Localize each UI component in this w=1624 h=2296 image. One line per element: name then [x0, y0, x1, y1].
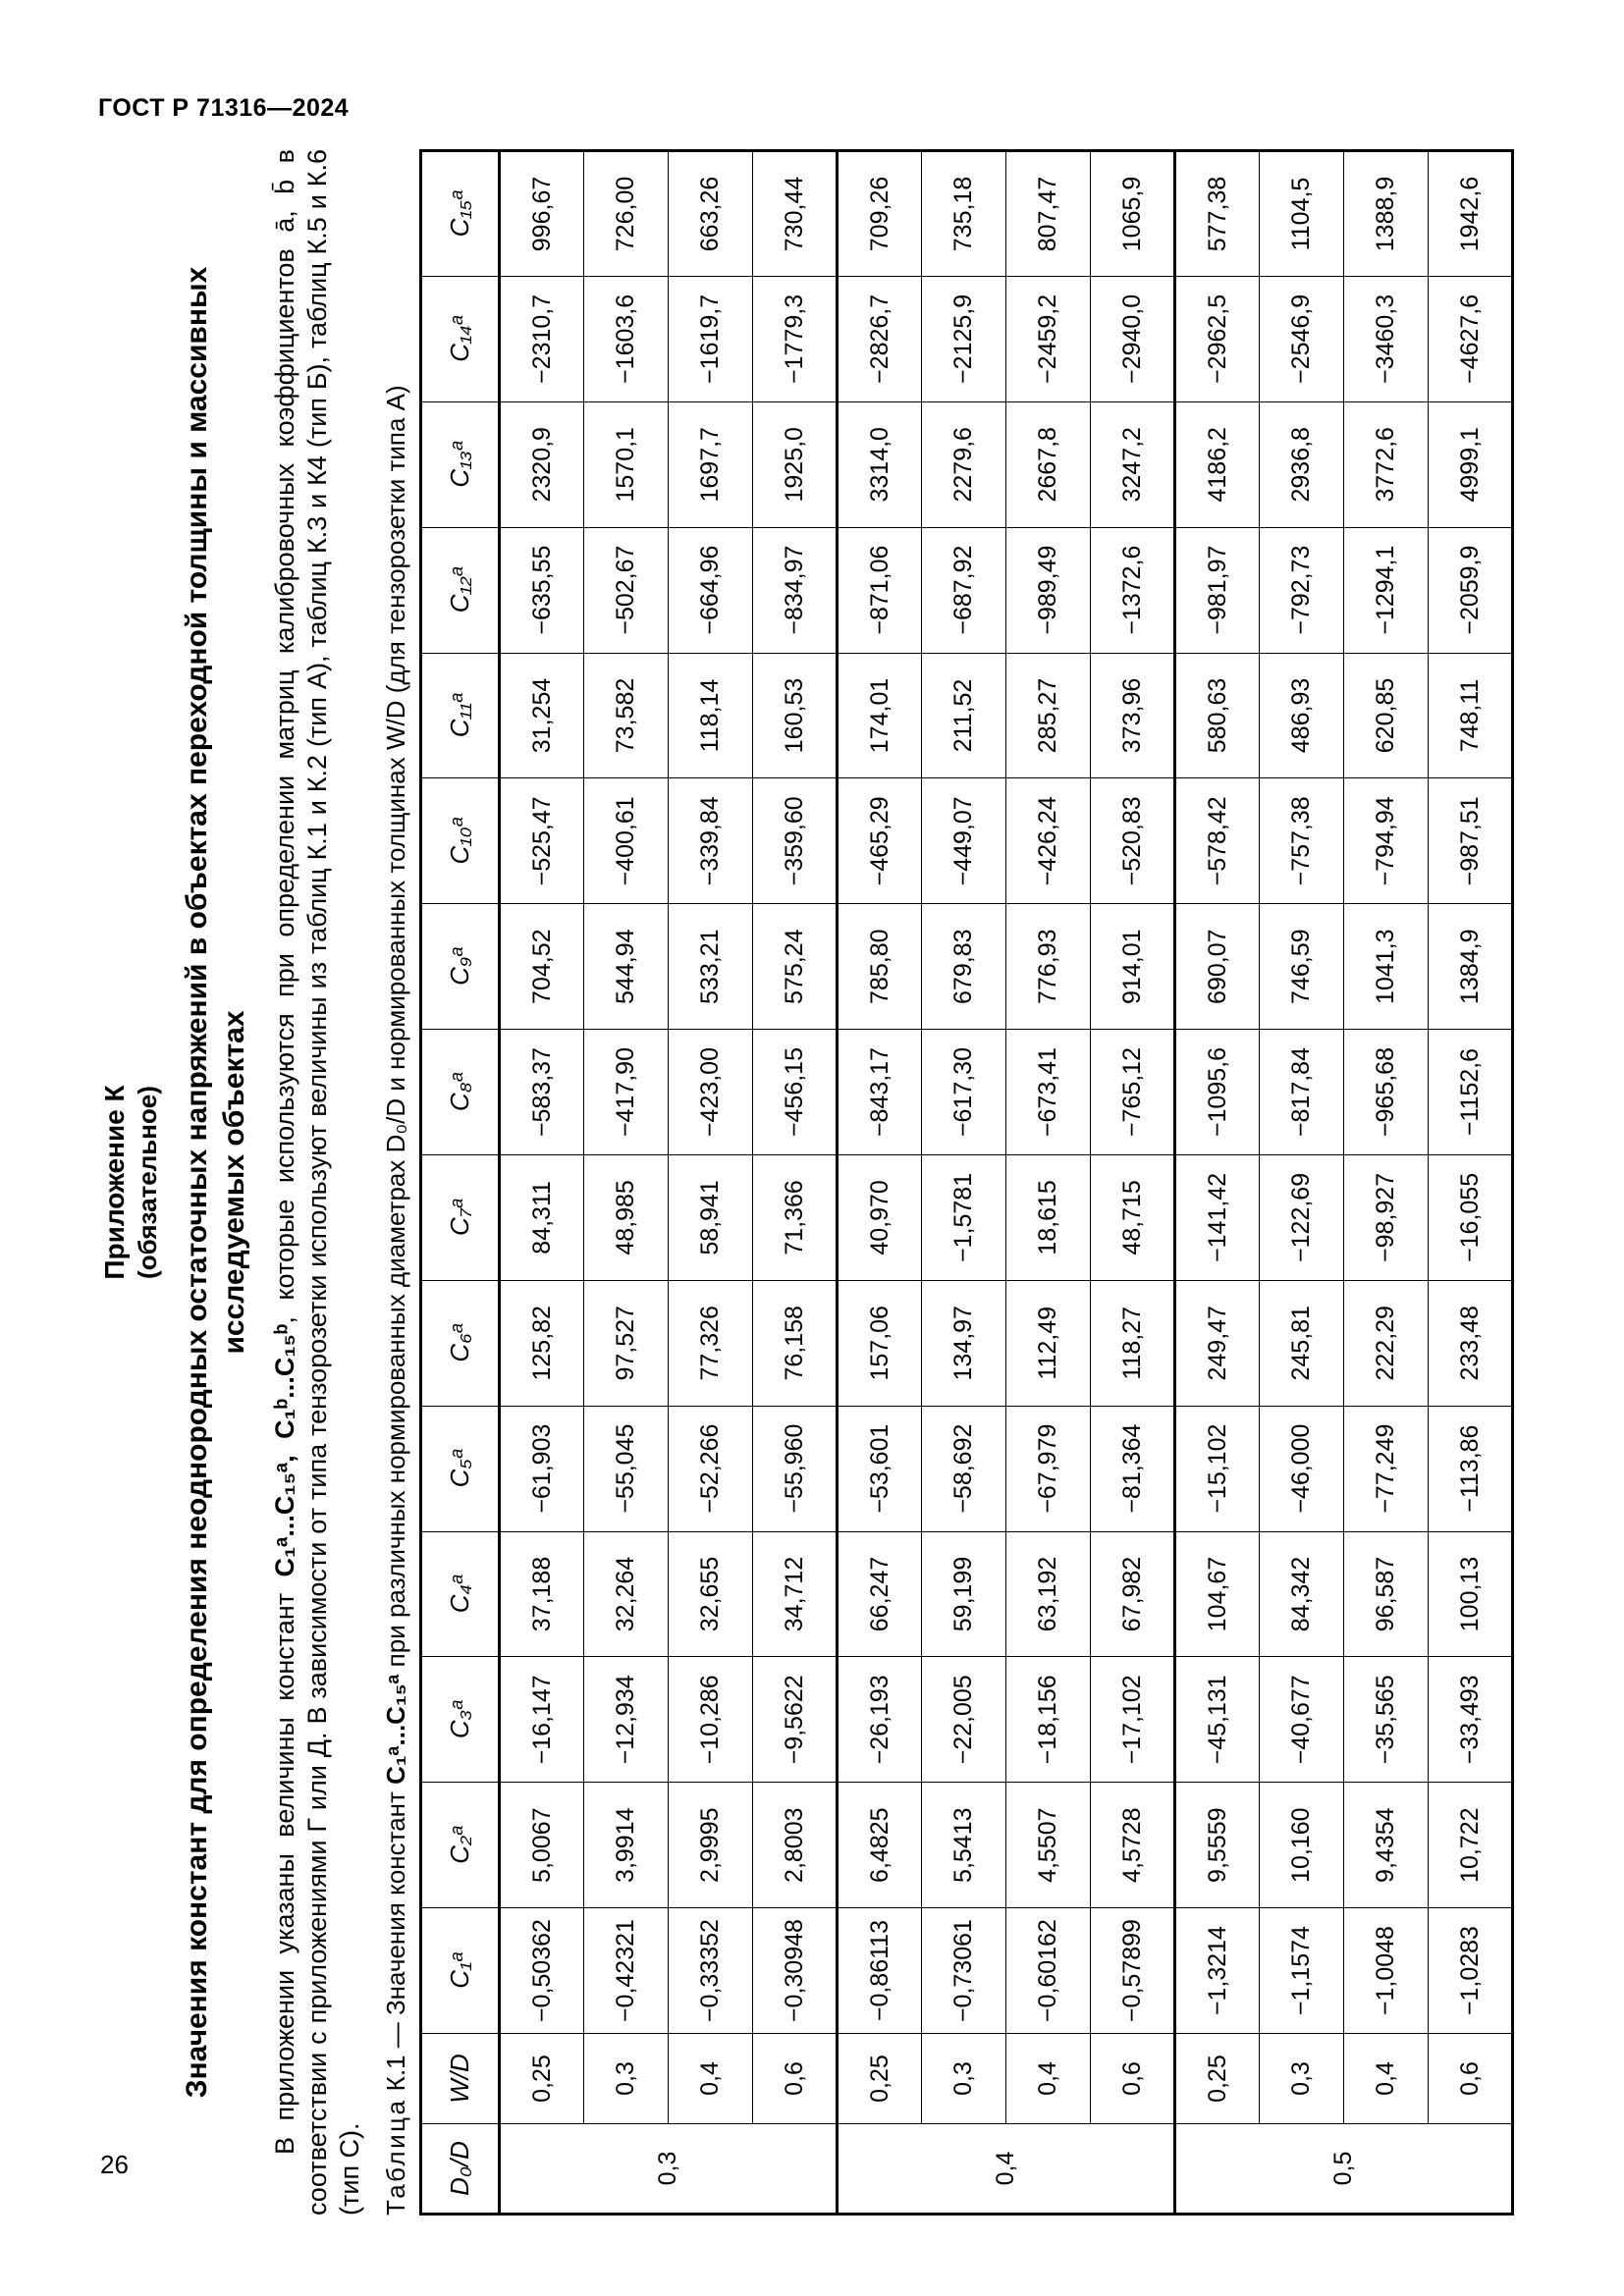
value-cell: −664,96 [669, 527, 753, 653]
table-row [1429, 151, 1513, 2215]
value-cell: −46,000 [1260, 1406, 1344, 1531]
col-header: C₁₀ᵃ [421, 778, 500, 904]
value-cell: 34,712 [753, 1531, 838, 1657]
value-cell: −2962,5 [1175, 276, 1260, 401]
value-cell: 730,44 [753, 151, 838, 277]
value-cell: 663,26 [669, 151, 753, 277]
text-segment: К.1 — Значения констант [381, 1784, 410, 2099]
col-header: C₅ᵃ [421, 1406, 500, 1531]
value-cell: 620,85 [1344, 653, 1429, 778]
col-header: C₁₂ᵃ [421, 527, 500, 653]
table-row [753, 151, 838, 2215]
value-cell: 157,06 [838, 1280, 922, 1406]
value-cell: −0,33352 [669, 1908, 753, 2034]
value-cell: 2936,8 [1260, 401, 1344, 527]
col-header: C₇ᵃ [421, 1154, 500, 1280]
value-cell: 1925,0 [753, 401, 838, 527]
wd-cell: 0,25 [838, 2034, 922, 2124]
text-segment: Таблица [381, 2098, 410, 2216]
value-cell: −1152,6 [1429, 1030, 1513, 1155]
value-cell: −98,927 [1344, 1154, 1429, 1280]
text-segment: C₁ᵃ...C₁₅ᵃ [381, 1674, 410, 1785]
value-cell: −16,147 [500, 1657, 584, 1783]
table-row [838, 151, 922, 2215]
value-cell: 32,655 [669, 1531, 753, 1657]
value-cell: 245,81 [1260, 1280, 1344, 1406]
value-cell: 211,52 [922, 653, 1006, 778]
value-cell: 10,722 [1429, 1783, 1513, 1908]
value-cell: −417,90 [584, 1030, 669, 1155]
text-segment: В приложении указаны величины констант [270, 1576, 299, 2155]
value-cell: −1603,6 [584, 276, 669, 401]
k1-tbody [500, 151, 1513, 2215]
value-cell: 1384,9 [1429, 904, 1513, 1030]
value-cell: −2059,9 [1429, 527, 1513, 653]
value-cell: −871,06 [838, 527, 922, 653]
value-cell: 580,63 [1175, 653, 1260, 778]
value-cell: −965,68 [1344, 1030, 1429, 1155]
k1-header-row [421, 151, 500, 2215]
value-cell: −635,55 [500, 527, 584, 653]
title-line: Значения констант для определения неоднородных остаточных напряжений в объектах переходной толщины и массивных [181, 266, 213, 2099]
value-cell: −817,84 [1260, 1030, 1344, 1155]
value-cell: −141,42 [1175, 1154, 1260, 1280]
value-cell: −1294,1 [1344, 527, 1429, 653]
value-cell: −58,692 [922, 1406, 1006, 1531]
text-segment: , которые используются при определении матриц калибровочных коэффициентов а̄, b̄ в соответствии с приложениями Г или Д. В зависимости от типа тензорозетки используют величины из таблиц К.1 и К.2 (тип А), таблиц К.3 и К4 (тип Б), таблиц К.5 и К.6 (тип С). [270, 149, 364, 2216]
value-cell: −2125,9 [922, 276, 1006, 401]
value-cell: 575,24 [753, 904, 838, 1030]
value-cell: −55,045 [584, 1406, 669, 1531]
wd-cell: 0,25 [1175, 2034, 1260, 2124]
value-cell: −26,193 [838, 1657, 922, 1783]
text-segment: при различных нормированных диаметрах D₀/D и нормированных толщинах W/D (для тензорозетки типа А) [381, 385, 410, 1675]
value-cell: 735,18 [922, 151, 1006, 277]
value-cell: −1372,6 [1091, 527, 1175, 653]
value-cell: 4186,2 [1175, 401, 1260, 527]
table-row [669, 151, 753, 2215]
value-cell: −77,249 [1344, 1406, 1429, 1531]
value-cell: 2279,6 [922, 401, 1006, 527]
value-cell: 726,00 [584, 151, 669, 277]
value-cell: 690,07 [1175, 904, 1260, 1030]
value-cell: −67,979 [1006, 1406, 1091, 1531]
value-cell: 160,53 [753, 653, 838, 778]
value-cell: −465,29 [838, 778, 922, 904]
value-cell: 373,96 [1091, 653, 1175, 778]
value-cell: 48,715 [1091, 1154, 1175, 1280]
value-cell: −18,156 [1006, 1657, 1091, 1783]
page-number: 26 [100, 2150, 129, 2179]
value-cell: 3247,2 [1091, 401, 1175, 527]
value-cell: −989,49 [1006, 527, 1091, 653]
table-row [1006, 151, 1091, 2215]
value-cell: −1,0283 [1429, 1908, 1513, 2034]
col-header: C₈ᵃ [421, 1030, 500, 1155]
col-header: C₃ᵃ [421, 1657, 500, 1783]
value-cell: −12,934 [584, 1657, 669, 1783]
table-row [1260, 151, 1344, 2215]
value-cell: 577,38 [1175, 151, 1260, 277]
value-cell: −673,41 [1006, 1030, 1091, 1155]
value-cell: 58,941 [669, 1154, 753, 1280]
value-cell: 76,158 [753, 1280, 838, 1406]
value-cell: −981,97 [1175, 527, 1260, 653]
value-cell: 125,82 [500, 1280, 584, 1406]
wd-cell: 0,6 [1429, 2034, 1513, 2124]
value-cell: −687,92 [922, 527, 1006, 653]
value-cell: −0,73061 [922, 1908, 1006, 2034]
value-cell: 3772,6 [1344, 401, 1429, 527]
value-cell: 5,5413 [922, 1783, 1006, 1908]
value-cell: 709,26 [838, 151, 922, 277]
value-cell: 2,8003 [753, 1783, 838, 1908]
value-cell: −40,677 [1260, 1657, 1344, 1783]
running-header: ГОСТ Р 71316—2024 [98, 94, 350, 122]
value-cell: 67,982 [1091, 1531, 1175, 1657]
wd-cell: 0,25 [500, 2034, 584, 2124]
wd-cell: 0,3 [1260, 2034, 1344, 2124]
col-header: C₁₅ᵃ [421, 151, 500, 277]
title-line: исследуемых объектах [218, 1010, 250, 1355]
value-cell: 914,01 [1091, 904, 1175, 1030]
value-cell: −9,5622 [753, 1657, 838, 1783]
table-row [1344, 151, 1429, 2215]
value-cell: 9,4354 [1344, 1783, 1429, 1908]
value-cell: −0,60162 [1006, 1908, 1091, 2034]
value-cell: 5,0067 [500, 1783, 584, 1908]
value-cell: −16,055 [1429, 1154, 1513, 1280]
value-cell: 1104,5 [1260, 151, 1344, 277]
value-cell: 63,192 [1006, 1531, 1091, 1657]
value-cell: −423,00 [669, 1030, 753, 1155]
value-cell: −765,12 [1091, 1030, 1175, 1155]
value-cell: −456,15 [753, 1030, 838, 1155]
table-caption [380, 149, 411, 2216]
value-cell: 3314,0 [838, 401, 922, 527]
wd-cell: 0,4 [669, 2034, 753, 2124]
table-row [1175, 151, 1260, 2215]
value-cell: 4,5728 [1091, 1783, 1175, 1908]
value-cell: 1388,9 [1344, 151, 1429, 277]
d0d-cell: 0,4 [838, 2124, 1175, 2215]
table-row [1091, 151, 1175, 2215]
value-cell: −583,37 [500, 1030, 584, 1155]
value-cell: −0,42321 [584, 1908, 669, 2034]
value-cell: −502,67 [584, 527, 669, 653]
value-cell: −757,38 [1260, 778, 1344, 904]
table-row [500, 151, 584, 2215]
col-header: C₂ᵃ [421, 1783, 500, 1908]
value-cell: −61,903 [500, 1406, 584, 1531]
value-cell: 18,615 [1006, 1154, 1091, 1280]
value-cell: −1,5781 [922, 1154, 1006, 1280]
value-cell: 1065,9 [1091, 151, 1175, 277]
value-cell: −15,102 [1175, 1406, 1260, 1531]
value-cell: 233,48 [1429, 1280, 1513, 1406]
value-cell: 59,199 [922, 1531, 1006, 1657]
value-cell: 1570,1 [584, 401, 669, 527]
value-cell: −2546,9 [1260, 276, 1344, 401]
value-cell: −81,364 [1091, 1406, 1175, 1531]
value-cell: −449,07 [922, 778, 1006, 904]
value-cell: 748,11 [1429, 653, 1513, 778]
value-cell: 544,94 [584, 904, 669, 1030]
value-cell: 104,67 [1175, 1531, 1260, 1657]
value-cell: −2940,0 [1091, 276, 1175, 401]
value-cell: 9,5559 [1175, 1783, 1260, 1908]
value-cell: −10,286 [669, 1657, 753, 1783]
wd-cell: 0,3 [584, 2034, 669, 2124]
wd-cell: 0,4 [1006, 2034, 1091, 2124]
value-cell: −0,50362 [500, 1908, 584, 2034]
appendix-sublabel: (обязательное) [133, 1086, 162, 1279]
col-header: W/D [421, 2034, 500, 2124]
d0d-cell: 0,3 [500, 2124, 838, 2215]
appendix-title [179, 149, 253, 2216]
value-cell: −792,73 [1260, 527, 1344, 653]
appendix-paragraph [269, 149, 366, 2216]
value-cell: 84,311 [500, 1154, 584, 1280]
value-cell: 4999,1 [1429, 401, 1513, 527]
value-cell: 1697,7 [669, 401, 753, 527]
value-cell: −1779,3 [753, 276, 838, 401]
value-cell: −35,565 [1344, 1657, 1429, 1783]
value-cell: 533,21 [669, 904, 753, 1030]
value-cell: −520,83 [1091, 778, 1175, 904]
table-row [584, 151, 669, 2215]
wd-cell: 0,6 [1091, 2034, 1175, 2124]
value-cell: −578,42 [1175, 778, 1260, 904]
value-cell: 776,93 [1006, 904, 1091, 1030]
value-cell: −359,60 [753, 778, 838, 904]
col-header: C₁₄ᵃ [421, 276, 500, 401]
value-cell: 31,254 [500, 653, 584, 778]
value-cell: 6,4825 [838, 1783, 922, 1908]
value-cell: 807,47 [1006, 151, 1091, 277]
value-cell: −0,86113 [838, 1908, 922, 2034]
value-cell: 1942,6 [1429, 151, 1513, 277]
wd-cell: 0,4 [1344, 2034, 1429, 2124]
value-cell: −834,97 [753, 527, 838, 653]
value-cell: 84,342 [1260, 1531, 1344, 1657]
value-cell: 97,527 [584, 1280, 669, 1406]
value-cell: −794,94 [1344, 778, 1429, 904]
value-cell: 174,01 [838, 653, 922, 778]
value-cell: 996,67 [500, 151, 584, 277]
table-k1 [419, 149, 1514, 2216]
value-cell: −53,601 [838, 1406, 922, 1531]
col-header: D₀/D [421, 2124, 500, 2215]
col-header: C₁ᵃ [421, 1908, 500, 2034]
value-cell: 285,27 [1006, 653, 1091, 778]
value-cell: 66,247 [838, 1531, 922, 1657]
value-cell: −1095,6 [1175, 1030, 1260, 1155]
value-cell: 77,326 [669, 1280, 753, 1406]
wd-cell: 0,6 [753, 2034, 838, 2124]
value-cell: 4,5507 [1006, 1783, 1091, 1908]
value-cell: 222,29 [1344, 1280, 1429, 1406]
rotated-content [98, 149, 1532, 2216]
col-header: C₉ᵃ [421, 904, 500, 1030]
value-cell: −2310,7 [500, 276, 584, 401]
value-cell: −3460,3 [1344, 276, 1429, 401]
value-cell: −1,3214 [1175, 1908, 1260, 2034]
value-cell: −45,131 [1175, 1657, 1260, 1783]
value-cell: 704,52 [500, 904, 584, 1030]
value-cell: −987,51 [1429, 778, 1513, 904]
wd-cell: 0,3 [922, 2034, 1006, 2124]
value-cell: 486,93 [1260, 653, 1344, 778]
value-cell: 48,985 [584, 1154, 669, 1280]
value-cell: −55,960 [753, 1406, 838, 1531]
appendix-label: Приложение К [99, 1085, 130, 1280]
value-cell: 134,97 [922, 1280, 1006, 1406]
value-cell: −122,69 [1260, 1154, 1344, 1280]
value-cell: −1,1574 [1260, 1908, 1344, 2034]
value-cell: −617,30 [922, 1030, 1006, 1155]
value-cell: −2826,7 [838, 276, 922, 401]
value-cell: 96,587 [1344, 1531, 1429, 1657]
value-cell: 679,83 [922, 904, 1006, 1030]
value-cell: 2667,8 [1006, 401, 1091, 527]
col-header: C₁₃ᵃ [421, 401, 500, 527]
value-cell: 10,160 [1260, 1783, 1344, 1908]
value-cell: 71,366 [753, 1154, 838, 1280]
col-header: C₄ᵃ [421, 1531, 500, 1657]
value-cell: 2,9995 [669, 1783, 753, 1908]
value-cell: 100,13 [1429, 1531, 1513, 1657]
value-cell: 785,80 [838, 904, 922, 1030]
value-cell: −1,0048 [1344, 1908, 1429, 2034]
value-cell: −1619,7 [669, 276, 753, 401]
d0d-cell: 0,5 [1175, 2124, 1513, 2215]
value-cell: −33,493 [1429, 1657, 1513, 1783]
value-cell: 73,582 [584, 653, 669, 778]
value-cell: 1041,3 [1344, 904, 1429, 1030]
value-cell: 118,27 [1091, 1280, 1175, 1406]
value-cell: 2320,9 [500, 401, 584, 527]
value-cell: −17,102 [1091, 1657, 1175, 1783]
value-cell: −525,47 [500, 778, 584, 904]
value-cell: −843,17 [838, 1030, 922, 1155]
value-cell: 37,188 [500, 1531, 584, 1657]
value-cell: 249,47 [1175, 1280, 1260, 1406]
value-cell: −0,57899 [1091, 1908, 1175, 2034]
value-cell: 3,9914 [584, 1783, 669, 1908]
value-cell: −339,84 [669, 778, 753, 904]
value-cell: 118,14 [669, 653, 753, 778]
value-cell: −426,24 [1006, 778, 1091, 904]
value-cell: −2459,2 [1006, 276, 1091, 401]
value-cell: 40,970 [838, 1154, 922, 1280]
value-cell: −22,005 [922, 1657, 1006, 1783]
value-cell: −52,266 [669, 1406, 753, 1531]
value-cell: −4627,6 [1429, 276, 1513, 401]
value-cell: −0,30948 [753, 1908, 838, 2034]
table-row [922, 151, 1006, 2215]
value-cell: 746,59 [1260, 904, 1344, 1030]
text-segment: C₁ᵃ...C₁₅ᵃ, C₁ᵇ...C₁₅ᵇ [270, 1323, 299, 1577]
col-header: C₁₁ᵃ [421, 653, 500, 778]
value-cell: 32,264 [584, 1531, 669, 1657]
value-cell: 112,49 [1006, 1280, 1091, 1406]
col-header: C₆ᵃ [421, 1280, 500, 1406]
value-cell: −400,61 [584, 778, 669, 904]
value-cell: −113,86 [1429, 1406, 1513, 1531]
